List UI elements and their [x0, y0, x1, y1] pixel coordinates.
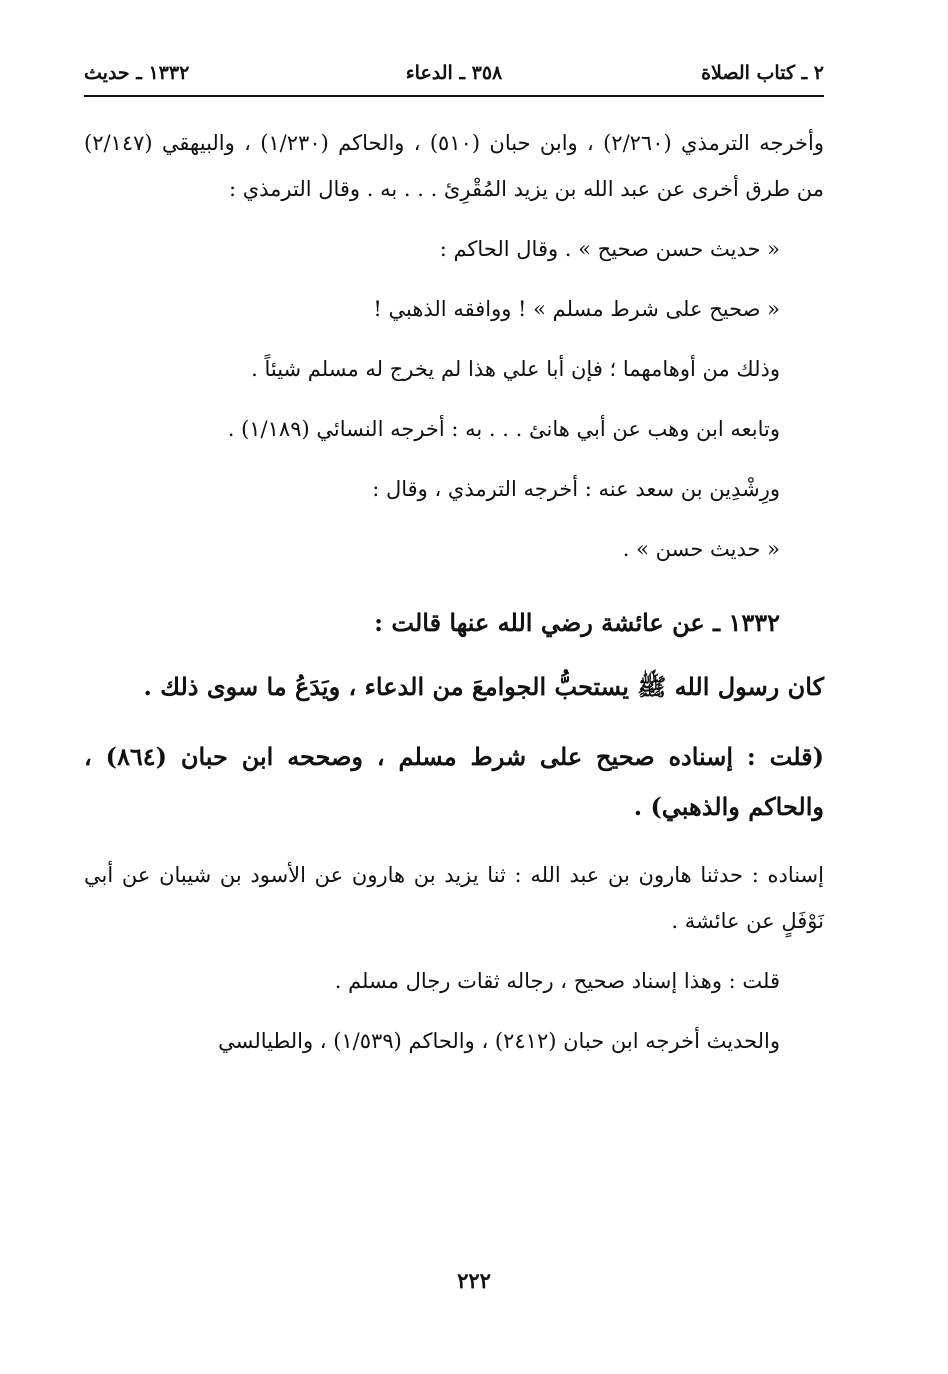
page-number: ٢٢٢: [457, 1268, 491, 1293]
hadith-text: كان رسول الله ﷺ يستحبُّ الجوامعَ من الدعاء ، ويَدَعُ ما سوى ذلك .: [143, 672, 824, 701]
isnad-comment: قلت : وهذا إسناد صحيح ، رجاله ثقات رجال مسلم .: [334, 969, 780, 993]
grading-note: (قلت : إسناده صحيح على شرط مسلم ، وصححه ابن حبان (٨٦٤) ، والحاكم والذهبي) .: [84, 742, 824, 821]
isnad-paragraph: إسناده : حدثنا هارون بن عبد الله : ثنا يزيد بن هارون عن الأسود بن شيبان عن أبي نَوْفَلٍ عن عائشة .: [84, 863, 824, 933]
quote-tirmidhi: « حديث حسن صحيح » . وقال الحاكم :: [439, 237, 780, 261]
quote-hasan: « حديث حسن » .: [622, 537, 780, 561]
paragraph-takhrij: وأخرجه الترمذي (٢/٢٦٠) ، وابن حبان (٥١٠) ، والحاكم (١/٢٣٠) ، والبيهقي (٢/١٤٧) من طرق أخرى عن عبد الله بن يزيد المُقْرِئ . . . به . وقال الترمذي :: [84, 131, 824, 201]
paragraph-mutabaah: وتابعه ابن وهب عن أبي هانئ . . . به : أخرجه النسائي (١/١٨٩) .: [227, 417, 780, 441]
header-book-title: ٢ ـ كتاب الصلاة: [701, 62, 824, 84]
header-divider: [84, 95, 824, 97]
page-body: [84, 120, 824, 1064]
header-hadith-number: ١٣٣٢ ـ حديث: [84, 62, 190, 84]
paragraph-comment: وذلك من أوهامهما ؛ فإن أبا علي هذا لم يخرج له مسلم شيئاً .: [251, 357, 780, 381]
hadith-heading: ١٣٣٢ ـ عن عائشة رضي الله عنها قالت :: [374, 608, 780, 637]
running-header: [84, 58, 824, 94]
paragraph-rishdin: ورِشْدِين بن سعد عنه : أخرجه الترمذي ، وقال :: [372, 477, 780, 501]
takhrij-continuation: والحديث أخرجه ابن حبان (٢٤١٢) ، والحاكم (١/٥٣٩) ، والطيالسي: [218, 1029, 780, 1053]
header-chapter-title: ٣٥٨ ـ الدعاء: [405, 62, 503, 84]
quote-hakim: « صحيح على شرط مسلم » ! ووافقه الذهبي !: [373, 297, 780, 321]
